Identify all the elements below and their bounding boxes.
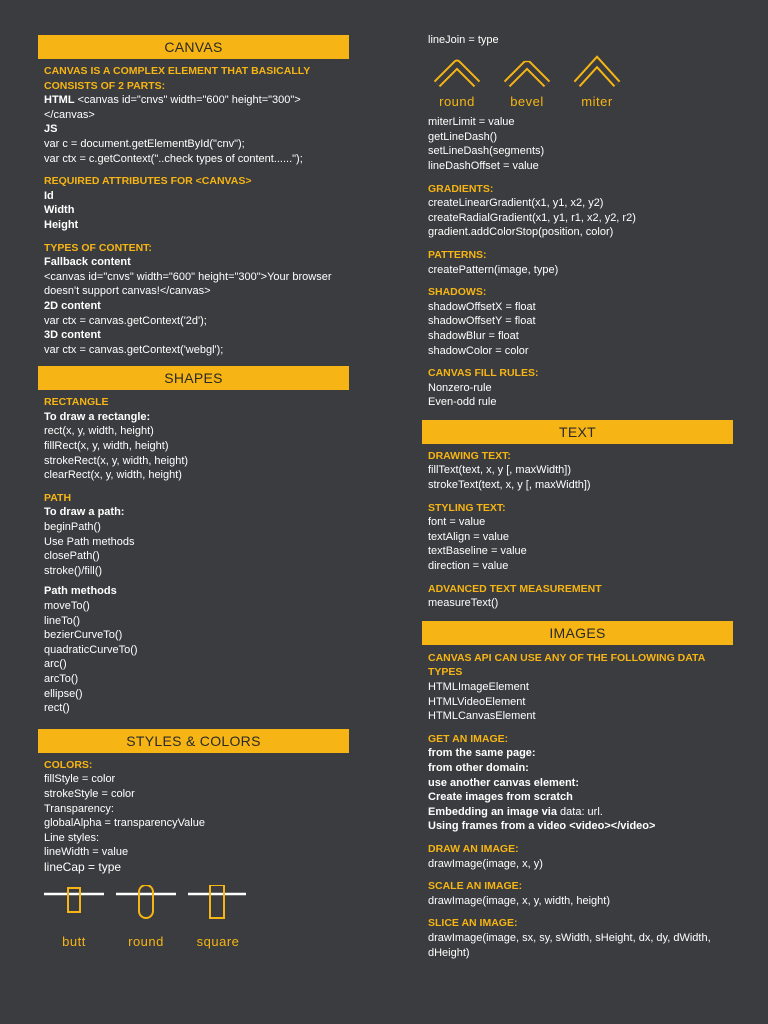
canvas-intro-heading: CANVAS IS A COMPLEX ELEMENT THAT BASICALLY CONSISTS OF 2 PARTS: xyxy=(44,65,311,92)
get-image-line: from the same page: xyxy=(428,747,536,760)
get-image-line: Create images from scratch xyxy=(428,791,573,804)
rectangle-method: strokeRect(x, y, width, height) xyxy=(44,454,189,467)
threed-label: 3D content xyxy=(44,329,101,342)
linecap-round-icon xyxy=(116,885,176,918)
linecap-square-icon xyxy=(188,885,246,918)
draw-image-line: drawImage(image, x, y) xyxy=(428,857,543,870)
drawing-text-line: strokeText(text, x, y [, maxWidth]) xyxy=(428,479,591,492)
linejoin-round-icon xyxy=(437,64,477,84)
fill-rule-line: Even-odd rule xyxy=(428,396,497,409)
pattern-line: createPattern(image, type) xyxy=(428,263,559,276)
colors-heading: COLORS: xyxy=(44,758,93,771)
linecap-illustration xyxy=(38,885,349,950)
embed-rest: data: url. xyxy=(556,805,603,818)
path-heading: PATH xyxy=(44,491,72,504)
path-label: To draw a path: xyxy=(44,506,125,519)
embed-bold: Embedding an image via xyxy=(428,805,557,818)
path-method: moveTo() xyxy=(44,600,90,612)
section-header-shapes: SHAPES xyxy=(38,366,349,390)
embed-line xyxy=(428,805,733,820)
shadow-line: shadowBlur = float xyxy=(428,329,519,342)
section-header-text: TEXT xyxy=(422,420,733,444)
slice-image-heading: SLICE AN IMAGE: xyxy=(428,917,518,930)
line-style-line: setLineDash(segments) xyxy=(428,145,545,158)
fallback-label: Fallback content xyxy=(44,256,131,269)
rectangle-label: To draw a rectangle: xyxy=(44,410,151,423)
js-line: var c = document.getElementById("cnv"); xyxy=(44,137,245,150)
path-method: arcTo() xyxy=(44,672,79,685)
style-line: Transparency: xyxy=(44,802,114,815)
required-attr: Width xyxy=(44,204,75,217)
image-type-line: HTMLCanvasElement xyxy=(428,710,536,723)
gradients-heading: GRADIENTS: xyxy=(428,182,494,195)
style-line: globalAlpha = transparencyValue xyxy=(44,817,205,830)
styling-text-line: direction = value xyxy=(428,560,509,573)
path-step: closePath() xyxy=(44,550,100,563)
section-header-canvas: CANVAS xyxy=(38,35,349,59)
image-type-line: HTMLImageElement xyxy=(428,681,529,693)
linecap-line: lineCap = type xyxy=(44,859,122,874)
images-api-heading: CANVAS API CAN USE ANY OF THE FOLLOWING DATA TYPES xyxy=(428,651,705,679)
text-section xyxy=(422,444,733,611)
patterns-heading: PATTERNS: xyxy=(428,248,487,261)
scale-image-heading: SCALE AN IMAGE: xyxy=(428,880,523,893)
shadow-line: shadowOffsetY = float xyxy=(428,315,536,328)
linejoin-section xyxy=(422,33,733,48)
linejoin-label: bevel xyxy=(510,93,544,109)
images-section xyxy=(422,645,733,960)
line-style-line: miterLimit = value xyxy=(428,116,515,129)
styles-section xyxy=(38,753,349,875)
styling-text-line: font = value xyxy=(428,516,486,529)
gradient-line: gradient.addColorStop(position, color) xyxy=(428,226,614,239)
style-line: lineWidth = value xyxy=(44,846,129,859)
linecap-label: square xyxy=(196,933,240,949)
gradient-line: createRadialGradient(x1, y1, r1, x2, y2, r2) xyxy=(428,211,636,224)
get-image-line: use another canvas element: xyxy=(428,776,580,789)
path-methods-label: Path methods xyxy=(44,585,117,598)
rectangle-method: clearRect(x, y, width, height) xyxy=(44,469,182,482)
gradient-line: createLinearGradient(x1, y1, x2, y2) xyxy=(428,197,604,210)
drawing-text-heading: DRAWING TEXT: xyxy=(428,449,511,462)
rectangle-heading: RECTANGLE xyxy=(44,396,109,409)
required-attr: Height xyxy=(44,218,79,231)
styling-text-line: textAlign = value xyxy=(428,530,510,543)
scale-image-line: drawImage(image, x, y, width, height) xyxy=(428,894,610,907)
linejoin-miter-icon xyxy=(577,62,617,84)
types-heading: TYPES OF CONTENT: xyxy=(44,241,152,254)
line-style-line: lineDashOffset = value xyxy=(428,159,539,172)
path-method: arc() xyxy=(44,658,67,671)
fallback-code: <canvas id="cnvs" width="600" height="300">Your browser doesn't support canvas!</canvas> xyxy=(44,270,332,298)
slice-image-line: drawImage(image, sx, sy, sWidth, sHeight, dx, dy, dWidth, dHeight) xyxy=(428,931,711,959)
line-style-section xyxy=(422,115,733,410)
drawing-text-line: fillText(text, x, y [, maxWidth]) xyxy=(428,464,572,477)
path-method: ellipse() xyxy=(44,687,83,700)
get-image-heading: GET AN IMAGE: xyxy=(428,732,509,745)
shadow-line: shadowOffsetX = float xyxy=(428,300,536,313)
linejoin-title: lineJoin = type xyxy=(428,34,499,46)
required-attr: Id xyxy=(44,189,54,202)
linecap-label: round xyxy=(128,933,164,949)
linecap-butt-icon xyxy=(44,888,104,912)
twod-code: var ctx = canvas.getContext('2d'); xyxy=(44,314,207,327)
image-type-line: HTMLVideoElement xyxy=(428,695,526,708)
styling-text-heading: STYLING TEXT: xyxy=(428,501,506,514)
path-method: quadraticCurveTo() xyxy=(44,643,138,656)
js-label: JS xyxy=(44,123,58,136)
shadow-line: shadowColor = color xyxy=(428,344,529,357)
section-header-styles: STYLES & COLORS xyxy=(38,729,349,753)
html-label: HTML xyxy=(44,94,75,107)
linejoin-label: miter xyxy=(581,93,613,109)
linecap-label: butt xyxy=(62,933,86,949)
linecap-diagram xyxy=(38,885,268,933)
linejoin-illustration xyxy=(422,52,733,110)
required-attrs-heading: REQUIRED ATTRIBUTES FOR <CANVAS> xyxy=(44,175,252,188)
get-image-line: from other domain: xyxy=(428,761,529,774)
path-step: beginPath() xyxy=(44,521,101,534)
html-code: <canvas id="cnvs" width="600" height="300"></canvas> xyxy=(44,94,301,121)
rectangle-method: rect(x, y, width, height) xyxy=(44,425,154,438)
line-style-line: getLineDash() xyxy=(428,130,498,143)
style-line: Line styles: xyxy=(44,831,100,844)
canvas-section xyxy=(38,59,349,357)
advanced-text-line: measureText() xyxy=(428,597,499,610)
html-line xyxy=(44,93,349,122)
path-step: stroke()/fill() xyxy=(44,564,103,577)
style-line: fillStyle = color xyxy=(44,773,116,786)
shapes-section xyxy=(38,390,349,715)
linejoin-label: round xyxy=(439,93,475,109)
section-header-images: IMAGES xyxy=(422,621,733,645)
fill-rule-line: Nonzero-rule xyxy=(428,381,492,394)
style-line: strokeStyle = color xyxy=(44,787,135,800)
styling-text-line: textBaseline = value xyxy=(428,545,527,558)
advanced-text-heading: ADVANCED TEXT MEASUREMENT xyxy=(428,582,602,595)
linejoin-diagram xyxy=(422,52,632,90)
twod-label: 2D content xyxy=(44,299,101,312)
path-method: bezierCurveTo() xyxy=(44,629,123,642)
js-line: var ctx = c.getContext("..check types of content......"); xyxy=(44,152,303,165)
threed-code: var ctx = canvas.getContext('webgl'); xyxy=(44,343,224,356)
shadows-heading: SHADOWS: xyxy=(428,286,487,299)
right-column xyxy=(422,33,733,960)
path-step: Use Path methods xyxy=(44,535,135,548)
left-column xyxy=(38,35,349,949)
path-method: rect() xyxy=(44,702,70,715)
linejoin-bevel-icon xyxy=(507,64,547,84)
fill-rules-heading: CANVAS FILL RULES: xyxy=(428,367,539,380)
rectangle-method: fillRect(x, y, width, height) xyxy=(44,440,169,453)
frames-line: Using frames from a video <video></video> xyxy=(428,820,656,833)
path-method: lineTo() xyxy=(44,614,81,627)
draw-image-heading: DRAW AN IMAGE: xyxy=(428,842,519,855)
